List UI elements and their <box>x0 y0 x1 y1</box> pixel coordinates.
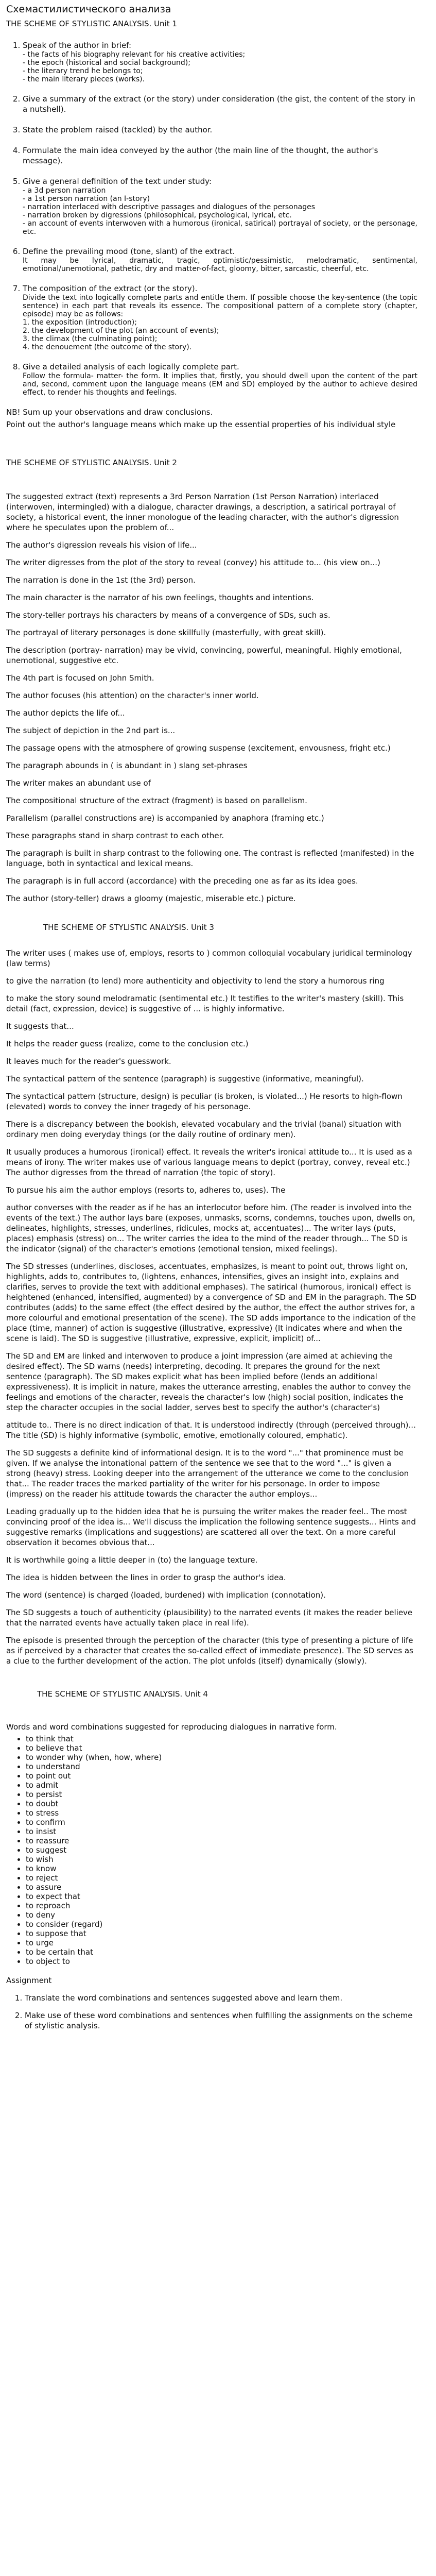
word-item: • to persist <box>26 1790 417 1799</box>
step-item <box>23 125 417 135</box>
paragraph: The SD and EM are linked and interwoven to produce a joint impression (are aimed at achieving the desired effect). The SD warns (needs) interpreting, decoding. It prepares the ground for the next sentence (paragraph). The SD makes explicit what has been implied before (lends an additional expressiveness). It is implicit in nature, makes the utterance arresting, enables the author to convey the feelings and emotions of the character, reveals the character's low (high) social position, indicates the step the character occupies in the social ladder, serves best to specify the author's (character's) <box>6 1351 411 1412</box>
word-item: • to deny <box>26 1910 417 1920</box>
word-item: • to expect that <box>26 1892 417 1901</box>
step-item <box>23 283 417 351</box>
paragraph: The portrayal of literary personages is done skillfully (masterfully, with great skill). <box>6 628 326 637</box>
step-item <box>23 40 417 83</box>
assignment-item: 2. Make use of these word combinations and sentences when fulfilling the assignments on the scheme of stylistic analysis. <box>25 2010 417 2031</box>
paragraph: The 4th part is focused on John Smith. <box>6 673 154 683</box>
step-text: Speak of the author in brief: <box>23 41 132 50</box>
paragraph: attitude to.. There is no direct indication of that. It is understood indirectly (through (perceived through)... The title (SD) is highly informative (symbolic, emotive, emotionally coloured, emphatic). <box>6 1420 416 1440</box>
step-item <box>23 94 417 114</box>
step-text: The composition of the extract (or the story). <box>23 284 198 293</box>
paragraph: to give the narration (to lend) more authenticity and objectivity to lend the story a humorous ring <box>6 976 385 986</box>
paragraph: The main character is the narrator of his own feelings, thoughts and intentions. <box>6 593 314 602</box>
paragraph: The paragraph is built in sharp contrast to the following one. The contrast is reflected (manifested) in the language, both in syntactical and lexical means. <box>6 849 414 868</box>
assignment-title: Assignment <box>6 1976 52 1985</box>
word-item: • to point out <box>26 1771 417 1781</box>
word-item: • to admit <box>26 1781 417 1790</box>
paragraph: The writer makes an abundant use of <box>6 778 151 788</box>
step-text: State the problem raised (tackled) by the author. <box>23 125 213 134</box>
unit-1-section <box>6 19 417 430</box>
paragraph: The writer uses ( makes use of, employs, resorts to ) common colloquial vocabulary juridical terminology (law terms) <box>6 948 412 968</box>
word-item: • to suggest <box>26 1845 417 1855</box>
paragraph: The episode is presented through the perception of the character (this type of presenting a picture of life as if perceived by a character that creates the so-called effect of immediate presence). The SD serves as a clue to the further development of the action. The plot unfolds (itself) dynamically (slowly). <box>6 1636 413 1666</box>
step-detail: - the literary trend he belongs to; <box>23 67 143 75</box>
paragraph: The SD stresses (underlines, discloses, accentuates, emphasizes, is meant to point out, throws light on, highlights, adds to, contributes to, (lightens, enhances, intensifies, gives an insight into, explains and clarifies, serves to provide the text with additional emphases). The satirical (humorous, ironical) effect is heightened (enhanced, intensified, augmented) by a convergence of SD and EM in the paragraph. The SD contributes (adds) to the same effect (the effect desired by the author, the effect the author strives for, a more colourful and emotional presentation of the scene). The SD adds importance to the indication of the place (time, manner) of action is suggestive (illustrative, expressive) (It indicates where and when the scene is laid). The SD is suggestive (illustrative, expressive, explicit, implicit) of... <box>6 1262 417 1343</box>
unit-2-paragraphs <box>6 492 417 904</box>
paragraph: The idea is hidden between the lines in order to grasp the author's idea. <box>6 1573 286 1582</box>
step-text: Define the prevailing mood (tone, slant) of the extract. <box>23 247 235 256</box>
step-detail: - an account of events interwoven with a humorous (ironical, satirical) portrayal of society, or the personage, etc. <box>23 219 417 236</box>
paragraph: author converses with the reader as if he has an interlocutor before him. (The reader is involved into the events of the text.) The author lays bare (exposes, unmasks, scorns, condemns, touches upon, dwells on, delineates, highlights, stresses, underlines, ridicules, mocks at, accentuates)... The writer lays (puts, places) emphasis (stress) on... The writer carries the idea to the mind of the reader through... The SD is the indicator (signal) of the character's emotions (emotional tension, mixed feelings). <box>6 1203 415 1253</box>
paragraph: The paragraph abounds in ( is abundant in ) slang set-phrases <box>6 761 248 770</box>
document-title: Схемастилистического анализа <box>6 4 171 15</box>
paragraph: The story-teller portrays his characters by means of a convergence of SDs, such as. <box>6 611 330 620</box>
assignment-item: 1. Translate the word combinations and sentences suggested above and learn them. <box>25 1993 417 2003</box>
paragraph: These paragraphs stand in sharp contrast to each other. <box>6 831 224 840</box>
paragraph: The subject of depiction in the 2nd part is... <box>6 726 176 735</box>
step-item <box>23 176 417 236</box>
step-item <box>23 362 417 397</box>
step-item <box>23 246 417 273</box>
step-detail: 3. the climax (the culminating point); <box>23 335 158 343</box>
unit-4-section <box>6 1689 417 2031</box>
step-text: Give a general definition of the text under study: <box>23 177 212 186</box>
paragraph: It leaves much for the reader's guesswork. <box>6 1057 171 1066</box>
paragraph: The passage opens with the atmosphere of growing suspense (excitement, envousness, fright etc.) <box>6 743 391 753</box>
word-item: • to doubt <box>26 1799 417 1808</box>
paragraph: The narration is done in the 1st (the 3rd) person. <box>6 575 196 585</box>
word-item: • to understand <box>26 1762 417 1771</box>
word-item: • to assure <box>26 1883 417 1892</box>
unit-2-heading: THE SCHEME OF STYLISTIC ANALYSIS. Unit 2 <box>6 458 177 467</box>
step-detail: 4. the denouement (the outcome of the story). <box>23 343 192 351</box>
step-detail: 2. the development of the plot (an account of events); <box>23 327 219 335</box>
paragraph: The word (sentence) is charged (loaded, burdened) with implication (connotation). <box>6 1590 326 1600</box>
nb-note: NB! Sum up your observations and draw conclusions. <box>6 408 213 417</box>
word-item: • to think that <box>26 1734 417 1743</box>
paragraph: The suggested extract (text) represents a 3rd Person Narration (1st Person Narration) interlaced (interwoven, intermingled) with a dialogue, character drawings, a description, a satirical portrayal of society, a historical event, the inner monologue of the leading character, with the author's digression where he speculates upon the problem of... <box>6 492 399 532</box>
unit-1-heading: THE SCHEME OF STYLISTIC ANALYSIS. Unit 1 <box>6 19 177 28</box>
step-detail: - a 3d person narration <box>23 187 106 195</box>
assignment-list <box>6 1993 417 2031</box>
paragraph: The SD suggests a touch of authenticity (plausibility) to the narrated events (it makes the reader believe that the narrated events have actually taken place in real life). <box>6 1608 413 1628</box>
paragraph: The author depicts the life of... <box>6 708 125 718</box>
paragraph: It suggests that... <box>6 1022 74 1031</box>
paragraph: The compositional structure of the extract (fragment) is based on parallelism. <box>6 796 307 805</box>
unit-3-heading: THE SCHEME OF STYLISTIC ANALYSIS. Unit 3 <box>43 923 214 932</box>
paragraph: The author focuses (his attention) on the character's inner world. <box>6 691 259 700</box>
word-item: • to insist <box>26 1827 417 1836</box>
unit-3-section <box>6 922 417 1666</box>
unit-4-intro: Words and word combinations suggested for reproducing dialogues in narrative form. <box>6 1722 337 1732</box>
paragraph: The writer digresses from the plot of the story to reveal (convey) his attitude to... (his view on...) <box>6 558 380 567</box>
word-item: • to confirm <box>26 1818 417 1827</box>
word-item: • to urge <box>26 1938 417 1947</box>
paragraph: It is worthwhile going a little deeper in (to) the language texture. <box>6 1555 258 1565</box>
paragraph: The author (story-teller) draws a gloomy (majestic, miserable etc.) picture. <box>6 894 296 903</box>
word-combinations-list <box>6 1734 417 1966</box>
paragraph: The syntactical pattern (structure, design) is peculiar (is broken, is violated...) He resorts to high-flown (elevated) words to convey the inner tragedy of his personage. <box>6 1092 403 1111</box>
paragraph: to make the story sound melodramatic (sentimental etc.) It testifies to the writer's mastery (skill). This detail (fact, expression, device) is suggestive of ... is highly informative. <box>6 994 404 1013</box>
unit-4-heading: THE SCHEME OF STYLISTIC ANALYSIS. Unit 4 <box>37 1689 208 1699</box>
word-item: • to believe that <box>26 1743 417 1753</box>
step-detail: - the facts of his biography relevant for his creative activities; <box>23 50 246 59</box>
unit-3-paragraphs <box>6 948 417 1666</box>
unit-2-section <box>6 457 417 904</box>
step-text: Give a summary of the extract (or the story) under consideration (the gist, the content of the story in a nutshell). <box>23 94 415 114</box>
step-item <box>23 145 417 166</box>
step-detail: Follow the formula- matter- the form. It implies that, firstly, you should dwell upon the content of the part and, second, comment upon the language means (EM and SD) employed by the author to achieve desired effect, to render his thoughts and feelings. <box>23 372 417 397</box>
step-detail: It may be lyrical, dramatic, tragic, optimistic/pessimistic, melodramatic, sentimental, emotional/unemotional, pathetic, dry and matter-of-fact, gloomy, bitter, sarcastic, cheerful, etc. <box>23 257 417 273</box>
word-item: • to reject <box>26 1873 417 1883</box>
word-item: • to wonder why (when, how, where) <box>26 1753 417 1762</box>
step-detail: - narration interlaced with descriptive passages and dialogues of the personages <box>23 203 316 211</box>
word-item: • to be certain that <box>26 1947 417 1957</box>
word-item: • to suppose that <box>26 1929 417 1938</box>
step-detail: - a 1st person narration (an I-story) <box>23 195 150 203</box>
paragraph: There is a discrepancy between the bookish, elevated vocabulary and the trivial (banal) situation with ordinary men doing everyday things (or the daily routine of ordinary men). <box>6 1120 402 1139</box>
paragraph: The paragraph is in full accord (accordance) with the preceding one as far as its idea goes. <box>6 876 358 886</box>
paragraph: It usually produces a humorous (ironical) effect. It reveals the writer's ironical attitude to... It is used as a means of irony. The writer makes use of various language means to depict (portray, convey, reveal etc.) The author digresses from the thread of narration (the topic of story). <box>6 1147 412 1177</box>
paragraph: The author's digression reveals his vision of life... <box>6 540 197 550</box>
word-item: • to stress <box>26 1808 417 1818</box>
word-item: • to object to <box>26 1957 417 1966</box>
paragraph: The description (portray- narration) may be vivid, convincing, powerful, meaningful. Highly emotional, unemotional, suggestive etc. <box>6 646 402 665</box>
word-item: • to wish <box>26 1855 417 1864</box>
step-detail: - narration broken by digressions (philosophical, psychological, lyrical, etc. <box>23 211 292 219</box>
step-text: Give a detailed analysis of each logically complete part. <box>23 362 239 371</box>
word-item: • to consider (regard) <box>26 1920 417 1929</box>
step-detail: - the epoch (historical and social background); <box>23 59 190 67</box>
paragraph: The syntactical pattern of the sentence (paragraph) is suggestive (informative, meaningful). <box>6 1074 364 1083</box>
step-text: Formulate the main idea conveyed by the author (the main line of the thought, the author's message). <box>23 146 378 165</box>
unit-1-steps-list <box>6 40 417 397</box>
word-item: • to know <box>26 1864 417 1873</box>
paragraph: It helps the reader guess (realize, come to the conclusion etc.) <box>6 1039 249 1048</box>
step-detail: Divide the text into logically complete parts and entitle them. If possible choose the key-sentence (the topic sentence) in each part that reveals its essence. The compositional pattern of a complete story (chapter, episode) may be as follows: <box>23 294 417 318</box>
paragraph: Parallelism (parallel constructions are) is accompanied by anaphora (framing etc.) <box>6 814 324 823</box>
word-item: • to reproach <box>26 1901 417 1910</box>
word-item: • to reassure <box>26 1836 417 1845</box>
step-detail: 1. the exposition (introduction); <box>23 318 137 327</box>
paragraph: Leading gradually up to the hidden idea that he is pursuing the writer makes the reader feel.. The most convincing proof of the idea is... We'll discuss the implication the following sentence suggests... Hints and suggestive remarks (implications and suggestions) are scattered all over the text. On a more careful observation it becomes obvious that... <box>6 1507 416 1547</box>
paragraph: The SD suggests a definite kind of informational design. It is to the word "..." that prominence must be given. If we analyse the intonational pattern of the sentence we see that to the word "..." is given a strong (heavy) stress. Looking deeper into the arrangement of the utterance we come to the conclusion that... The reader traces the marked partiality of the writer for his personage. In order to impose (impress) on the reader his attitude towards the character the author employs... <box>6 1448 409 1499</box>
step-detail: - the main literary pieces (works). <box>23 75 145 83</box>
paragraph: To pursue his aim the author employs (resorts to, adheres to, uses). The <box>6 1185 286 1195</box>
nb-note-2: Point out the author's language means which make up the essential properties of his individual style <box>6 420 396 429</box>
